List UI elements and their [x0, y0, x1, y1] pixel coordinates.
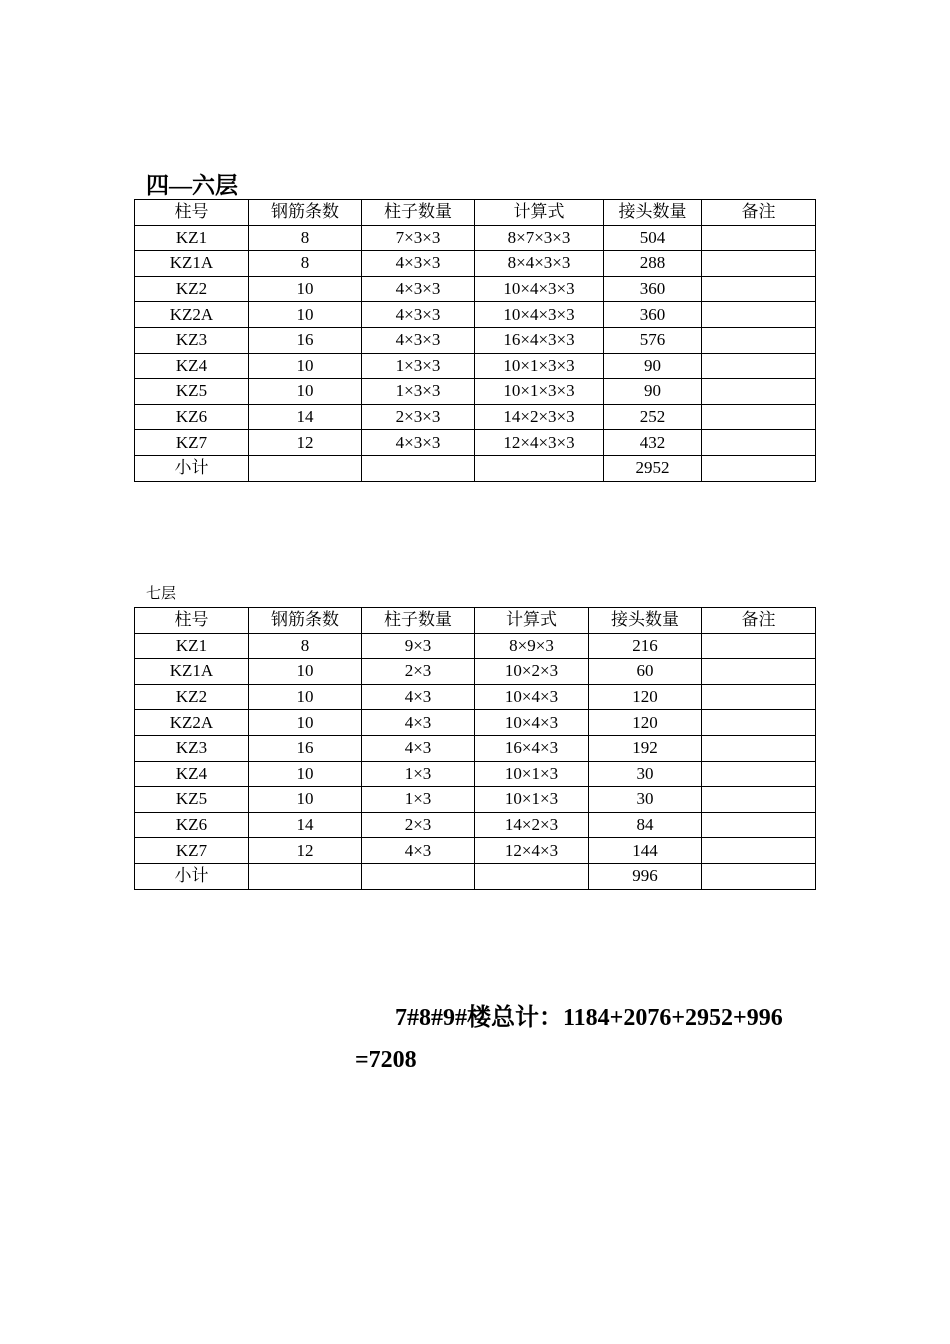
section-title-floor-7: 七层	[146, 586, 177, 602]
table-row	[135, 404, 816, 430]
table-cell: 1×3×3	[362, 353, 475, 379]
table-cell: 10	[249, 379, 362, 405]
table-cell: 30	[589, 787, 702, 813]
table-cell: 2952	[604, 455, 702, 481]
table-cell: KZ1	[135, 225, 249, 251]
column-header: 柱号	[135, 200, 249, 226]
table-cell: 30	[589, 761, 702, 787]
table-cell: 10×1×3×3	[475, 353, 604, 379]
table-row	[135, 379, 816, 405]
table-cell	[702, 327, 816, 353]
table-cell: 8	[249, 633, 362, 659]
table-cell: KZ3	[135, 735, 249, 761]
column-header: 柱子数量	[362, 200, 475, 226]
table-row	[135, 430, 816, 456]
table-cell: 10	[249, 684, 362, 710]
table-cell: 12	[249, 838, 362, 864]
table-cell	[702, 633, 816, 659]
table-cell: KZ1A	[135, 659, 249, 685]
column-header: 接头数量	[589, 608, 702, 634]
table-cell	[702, 684, 816, 710]
table-cell	[702, 659, 816, 685]
table-row	[135, 761, 816, 787]
table-cell	[702, 761, 816, 787]
joint-table-floor-7	[134, 607, 816, 890]
table-row	[135, 838, 816, 864]
table-cell: 4×3×3	[362, 276, 475, 302]
table-cell: 120	[589, 684, 702, 710]
subtotal-row	[135, 863, 816, 889]
table-cell: 14×2×3×3	[475, 404, 604, 430]
table-row	[135, 684, 816, 710]
table-cell: KZ1	[135, 633, 249, 659]
table-cell: 小计	[135, 863, 249, 889]
table-cell: 4×3×3	[362, 251, 475, 277]
table-cell: KZ2A	[135, 710, 249, 736]
table-cell	[702, 379, 816, 405]
table-cell	[702, 710, 816, 736]
table-cell	[702, 455, 816, 481]
table-cell: 4×3×3	[362, 430, 475, 456]
table-row	[135, 787, 816, 813]
table-cell: 1×3	[362, 761, 475, 787]
table-cell: 10×4×3×3	[475, 276, 604, 302]
table-cell: 432	[604, 430, 702, 456]
table-cell: 10×1×3	[475, 761, 589, 787]
table-cell	[249, 455, 362, 481]
table-row	[135, 633, 816, 659]
table-cell: 16	[249, 735, 362, 761]
table-cell: KZ5	[135, 379, 249, 405]
table-cell: 4×3×3	[362, 327, 475, 353]
table-cell	[475, 863, 589, 889]
table-cell: 7×3×3	[362, 225, 475, 251]
column-header: 备注	[702, 608, 816, 634]
table-cell: 10	[249, 276, 362, 302]
table-cell: KZ6	[135, 812, 249, 838]
table-cell	[702, 276, 816, 302]
table-cell: 144	[589, 838, 702, 864]
table-cell: 2×3	[362, 659, 475, 685]
table-cell: 16×4×3	[475, 735, 589, 761]
table-row	[135, 710, 816, 736]
table-cell	[362, 863, 475, 889]
grand-total-result: =7208	[355, 1047, 417, 1073]
table-cell: 14	[249, 404, 362, 430]
table-cell: 1×3	[362, 787, 475, 813]
table-cell: 10	[249, 761, 362, 787]
table-cell: 360	[604, 276, 702, 302]
table-cell: 10×4×3	[475, 710, 589, 736]
table-cell: 576	[604, 327, 702, 353]
table-cell: 216	[589, 633, 702, 659]
table-cell: 10	[249, 353, 362, 379]
table-cell: 2×3	[362, 812, 475, 838]
table-row	[135, 276, 816, 302]
table-cell: KZ7	[135, 430, 249, 456]
column-header: 钢筋条数	[249, 200, 362, 226]
table-cell	[702, 302, 816, 328]
table-row	[135, 251, 816, 277]
table-cell: 10	[249, 787, 362, 813]
table-cell	[475, 455, 604, 481]
table-cell	[702, 838, 816, 864]
table-cell: 996	[589, 863, 702, 889]
table-cell: 10×4×3	[475, 684, 589, 710]
table-header-row	[135, 608, 816, 634]
table-row	[135, 659, 816, 685]
table-cell: 16×4×3×3	[475, 327, 604, 353]
table-cell: 4×3	[362, 838, 475, 864]
table-cell: 4×3	[362, 710, 475, 736]
table-cell: 8×7×3×3	[475, 225, 604, 251]
table-cell	[702, 863, 816, 889]
table-cell: 360	[604, 302, 702, 328]
table-cell	[702, 404, 816, 430]
table-header-row	[135, 200, 816, 226]
table-cell: 16	[249, 327, 362, 353]
table-cell: 120	[589, 710, 702, 736]
table-cell: 10	[249, 659, 362, 685]
table-row	[135, 735, 816, 761]
column-header: 计算式	[475, 608, 589, 634]
table-cell: 84	[589, 812, 702, 838]
table-cell	[702, 787, 816, 813]
subtotal-row	[135, 455, 816, 481]
table-cell: 252	[604, 404, 702, 430]
column-header: 柱子数量	[362, 608, 475, 634]
table-cell: 4×3×3	[362, 302, 475, 328]
table-cell	[702, 812, 816, 838]
section-title-floors-4-6: 四—六层	[146, 173, 238, 198]
table-cell: KZ2A	[135, 302, 249, 328]
table-cell: 192	[589, 735, 702, 761]
table-cell: 1×3×3	[362, 379, 475, 405]
table-row	[135, 225, 816, 251]
table-cell: KZ2	[135, 684, 249, 710]
table-cell: 288	[604, 251, 702, 277]
table-cell: 2×3×3	[362, 404, 475, 430]
column-header: 接头数量	[604, 200, 702, 226]
column-header: 钢筋条数	[249, 608, 362, 634]
table-cell: 4×3	[362, 735, 475, 761]
table-cell: KZ1A	[135, 251, 249, 277]
table-row	[135, 327, 816, 353]
table-cell: KZ3	[135, 327, 249, 353]
column-header: 备注	[702, 200, 816, 226]
table-cell: 8	[249, 225, 362, 251]
table-cell: 90	[604, 379, 702, 405]
table-cell	[702, 735, 816, 761]
column-header: 计算式	[475, 200, 604, 226]
table-cell: 60	[589, 659, 702, 685]
table-cell: 10×2×3	[475, 659, 589, 685]
table-cell: 8×9×3	[475, 633, 589, 659]
table-row	[135, 812, 816, 838]
table-cell: 504	[604, 225, 702, 251]
table-cell: 8	[249, 251, 362, 277]
table-cell: KZ4	[135, 761, 249, 787]
column-header: 柱号	[135, 608, 249, 634]
table-cell: 90	[604, 353, 702, 379]
table-cell: 10	[249, 710, 362, 736]
table-cell: 8×4×3×3	[475, 251, 604, 277]
table-cell: 10	[249, 302, 362, 328]
table-cell: 12×4×3	[475, 838, 589, 864]
table-cell: 9×3	[362, 633, 475, 659]
table-cell: KZ5	[135, 787, 249, 813]
table-cell	[702, 251, 816, 277]
table-cell: 10×1×3	[475, 787, 589, 813]
table-cell: 4×3	[362, 684, 475, 710]
table-cell: KZ2	[135, 276, 249, 302]
grand-total-formula: 7#8#9#楼总计：1184+2076+2952+996	[395, 1005, 783, 1031]
table-row	[135, 353, 816, 379]
table-cell: 12×4×3×3	[475, 430, 604, 456]
table-cell: 14	[249, 812, 362, 838]
table-cell	[702, 430, 816, 456]
table-cell: KZ4	[135, 353, 249, 379]
table-cell: 14×2×3	[475, 812, 589, 838]
table-cell: 10×1×3×3	[475, 379, 604, 405]
joint-table-floors-4-6	[134, 199, 816, 482]
table-cell	[362, 455, 475, 481]
table-cell	[702, 225, 816, 251]
table-cell: KZ6	[135, 404, 249, 430]
table-cell	[702, 353, 816, 379]
table-cell: 小计	[135, 455, 249, 481]
table-row	[135, 302, 816, 328]
table-cell: 12	[249, 430, 362, 456]
table-cell: 10×4×3×3	[475, 302, 604, 328]
table-cell	[249, 863, 362, 889]
table-cell: KZ7	[135, 838, 249, 864]
